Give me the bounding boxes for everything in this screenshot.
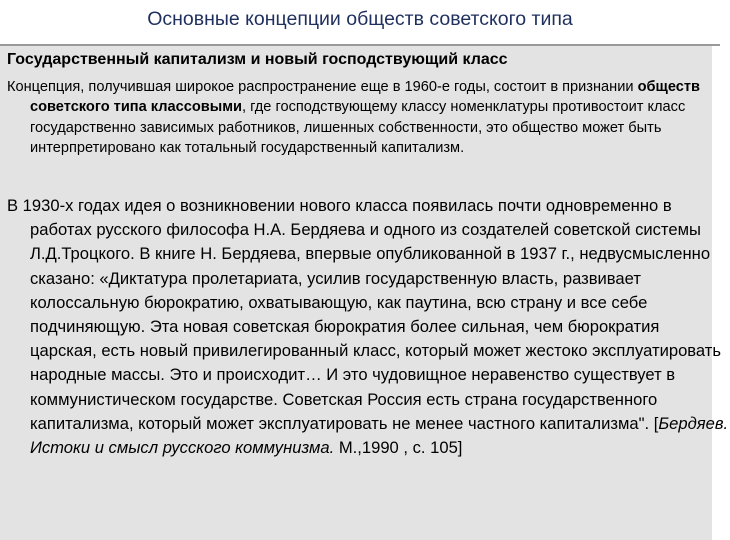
paragraph-concept-bold: обществ советского типа классовыми [30, 79, 700, 116]
citation-italic: Бердяев. Истоки и смысл русского коммунизма. [30, 413, 729, 458]
section-heading: Государственный капитализм и новый господствующий класс [7, 51, 508, 68]
paragraph-concept-text-before: Концепция, получившая широкое распространение еще в 1960-е годы, состоит в признании [7, 79, 638, 95]
paragraph-concept-text-after: , где господствующему классу номенклатуры противостоит класс государственно зависимых работников, лишенных собственности, это общество может быть интерпретировано как тотальный государственный капитализм. [30, 99, 686, 157]
citation-end: М.,1990 , с. 105] [334, 438, 463, 458]
page-title: Основные концепции обществ советского типа [147, 8, 573, 30]
paragraph-quote-text: В 1930-х годах идея о возникновении нового класса появилась почти одновременно в работах русского философа Н.А. Бердяева и одного из создателей советской системы Л.Д.Троцкого. В книге Н. Бердяева, впервые опубликованной в 1937 г., недвусмысленно сказано: «Диктатура пролетариата, усилив государственную власть, развивает колоссальную бюрократию, охватывающую, как паутина, всю страну и все себе подчиняющую. Эта новая советская бюрократия более сильная, чем бюрократия царская, есть новый привилегированный класс, который может жестоко эксплуатировать народные массы. Это и происходит… И это чудовищное неравенство существует в коммунистическом государстве. Советская Россия есть страна государственного капитализма, который может эксплуатировать не менее частного капитализма". [ [7, 196, 722, 433]
paragraph-berdyaev-quote [7, 194, 730, 460]
paragraph-concept [7, 77, 730, 159]
